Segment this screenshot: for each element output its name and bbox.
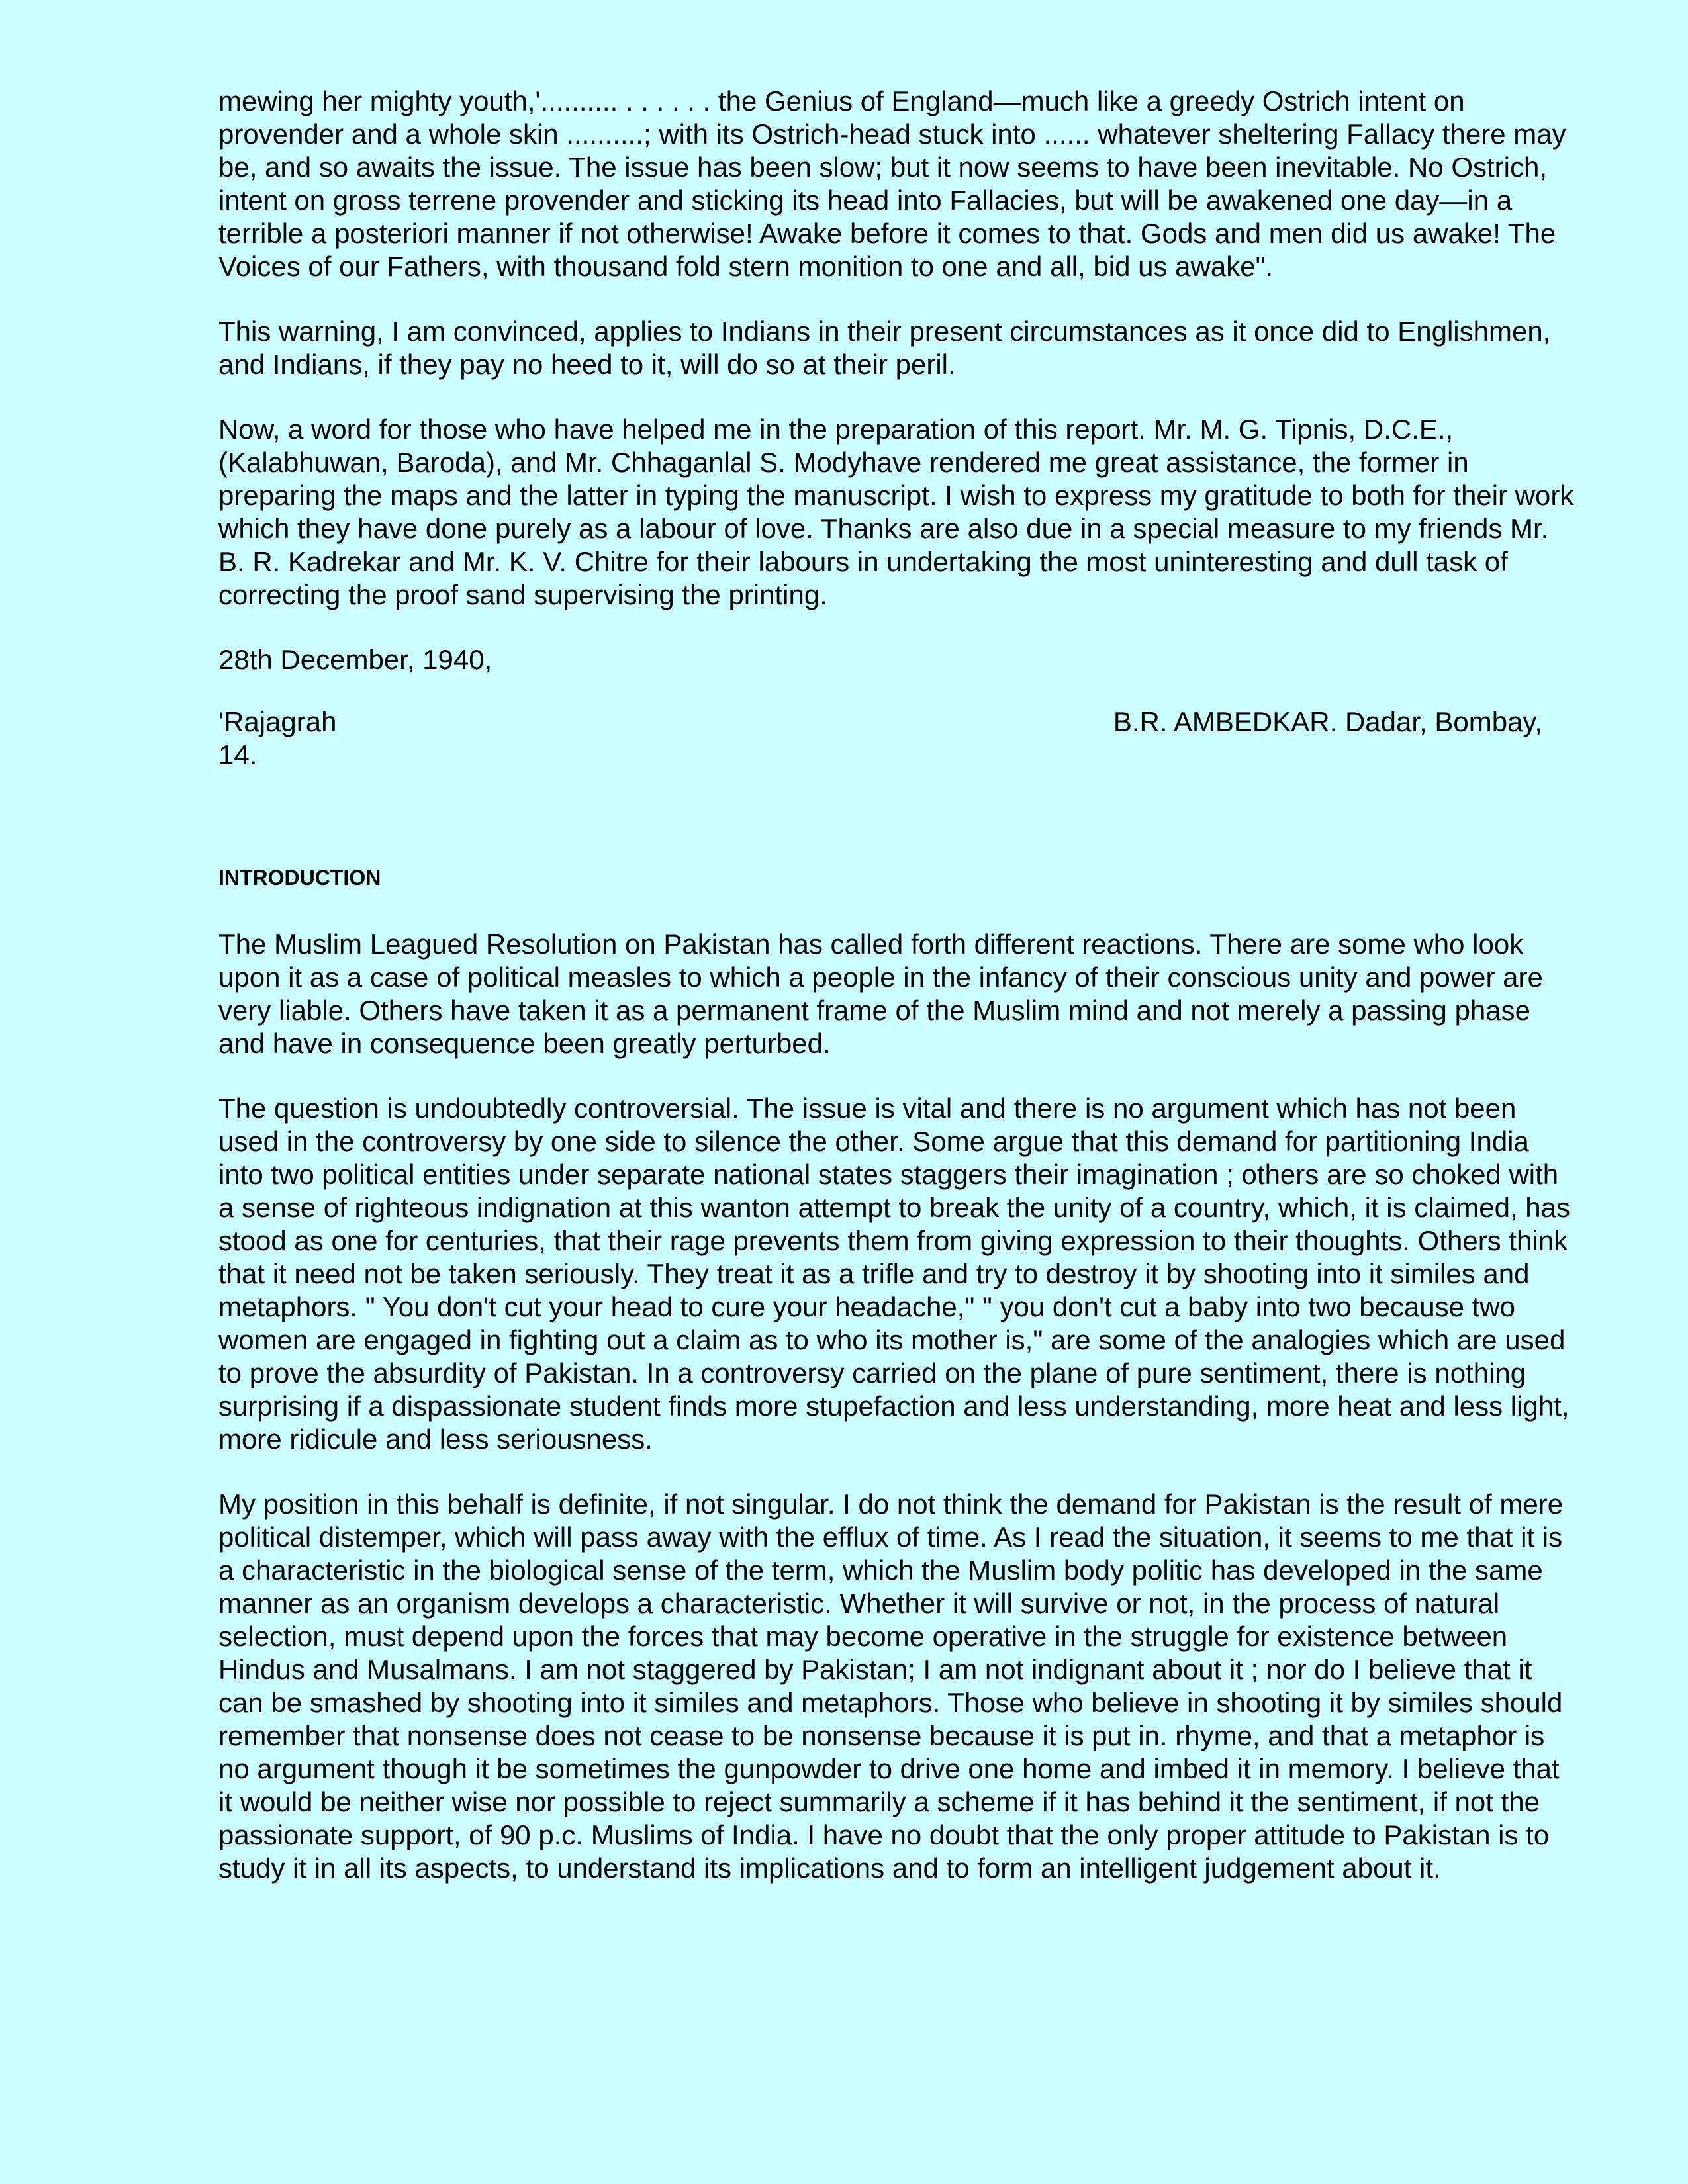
signature-row — [218, 705, 1575, 739]
signature-address: 'Rajagrah — [218, 706, 337, 737]
preface-paragraph-3: Now, a word for those who have helped me in the preparation of this report. Mr. M. G. Tipnis, D.C.E., (Kalabhuwan, Baroda), and Mr. Chhaganlal S. Modyhave rendered me great assistance, the former in preparing the maps and the latter in typing the manuscript. I wish to express my gratitude to both for their work which they have done purely as a labour of love. Thanks are also due in a special measure to my friends Mr. B. R. Kadrekar and Mr. K. V. Chitre for their labours in undertaking the most uninteresting and dull task of correcting the proof sand supervising the printing. — [218, 414, 1574, 610]
intro-paragraph-1: The Muslim Leagued Resolution on Pakistan has called forth different reactions. There are some who look upon it as a case of political measles to which a people in the infancy of their conscious unity and power are very liable. Others have taken it as a permanent frame of the Muslim mind and not merely a passing phase and have in consequence been greatly perturbed. — [218, 929, 1543, 1059]
preface-paragraph-2: This warning, I am convinced, applies to Indians in their present circumstances as it once did to Englishmen, and Indians, if they pay no heed to it, will do so at their peril. — [218, 316, 1551, 380]
preface-paragraph-1: mewing her mighty youth,'.......... . . . . . . the Genius of England—much like a greedy Ostrich intent on provender and a whole skin ..........; with its Ostrich-head stuck into ...... whatever sheltering Fallacy there may be, and so awaits the issue. The issue has been slow; but it now seems to have been inevitable. No Ostrich, intent on gross terrene provender and sticking its head into Fallacies, but will be awakened one day—in a terrible a posteriori manner if not otherwise! Awake before it comes to that. Gods and men did us awake! The Voices of our Fathers, with thousand fold stern monition to one and all, bid us awake". — [218, 85, 1566, 282]
signature-author: B.R. AMBEDKAR. Dadar, Bombay, — [1113, 706, 1542, 737]
signature-continuation: 14. — [218, 739, 258, 770]
section-heading: INTRODUCTION — [218, 866, 381, 889]
intro-paragraph-3: My position in this behalf is definite, if not singular. I do not think the demand for Pakistan is the result of mere political distemper, which will pass away with the efflux of time. As I read the situation, it seems to me that it is a characteristic in the biological sense of the term, which the Muslim body politic has developed in the same manner as an organism develops a characteristic. Whether it will survive or not, in the process of natural selection, must depend upon the forces that may become operative in the struggle for existence between Hindus and Musalmans. I am not staggered by Pakistan; I am not indignant about it ; nor do I believe that it can be smashed by shooting into it similes and metaphors. Those who believe in shooting it by similes should remember that nonsense does not cease to be nonsense because it is put in. rhyme, and that a metaphor is no argument though it be sometimes the gunpowder to drive one home and imbed it in memory. I believe that it would be neither wise nor possible to reject summarily a scheme if it has behind it the sentiment, if not the passionate support, of 90 p.c. Muslims of India. I have no doubt that the only proper attitude to Pakistan is to study it in all its aspects, to understand its implications and to form an intelligent judgement about it. — [218, 1488, 1564, 1884]
preface-date: 28th December, 1940, — [218, 644, 492, 675]
intro-paragraph-2: The question is undoubtedly controversial. The issue is vital and there is no argument which has not been used in the controversy by one side to silence the other. Some argue that this demand for partitioning India into two political entities under separate national states staggers their imagination ; others are so choked with a sense of righteous indignation at this wanton attempt to break the unity of a country, which, it is claimed, has stood as one for centuries, that their rage prevents them from giving expression to their thoughts. Others think that it need not be taken seriously. They treat it as a trifle and try to destroy it by shooting into it similes and metaphors. " You don't cut your head to cure your headache," " you don't cut a baby into two because two women are engaged in fighting out a claim as to who its mother is," are some of the analogies which are used to prove the absurdity of Pakistan. In a controversy carried on the plane of pure sentiment, there is nothing surprising if a dispassionate student finds more stupefaction and less understanding, more heat and less light, more ridicule and less seriousness. — [218, 1093, 1571, 1455]
document-page — [218, 85, 1575, 1917]
